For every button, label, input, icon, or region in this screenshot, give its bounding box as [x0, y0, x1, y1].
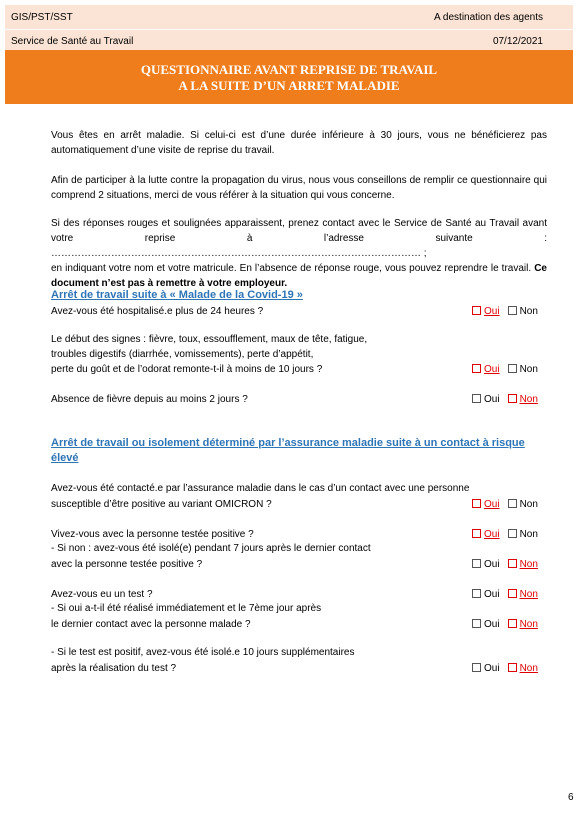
s2-q1-oui-checkbox[interactable] [472, 499, 481, 508]
s1-q1-non-checkbox[interactable] [508, 306, 517, 315]
s2-q2-sub-oui-checkbox[interactable] [472, 559, 481, 568]
title-line-2: A LA SUITE D’UN ARRET MALADIE [178, 78, 400, 93]
s2-q2-non-label: Non [519, 529, 538, 540]
s1-q2-oui-label: Oui [484, 364, 500, 375]
s2-q1-oui-label: Oui [484, 499, 500, 510]
s2-q3-sub-answers [472, 619, 538, 630]
s2-q3-oui-label: Oui [484, 589, 500, 600]
contact-instructions: Si des réponses rouges et soulignées apparaissent, prenez contact avec le Service de Santé au Travail avant votre reprise à l’adresse suivante : ………………………………………………………………………………………………… ; [51, 218, 547, 259]
s1-q2-non-checkbox[interactable] [508, 364, 517, 373]
s2-q3: Avez-vous eu un test ? [51, 589, 153, 600]
s1-q2-non-label: Non [519, 364, 538, 375]
s2-q2-answers [472, 529, 538, 540]
section-1-title: Arrêt de travail suite à « Malade de la Covid-19 » [51, 289, 303, 301]
s2-q2-oui-checkbox[interactable] [472, 529, 481, 538]
s1-q1-answers [472, 306, 538, 317]
s1-q2-line-3: perte du goût et de l’odorat remonte-t-il à moins de 10 jours ? [51, 364, 323, 375]
s2-q3-oui-checkbox[interactable] [472, 589, 481, 598]
section-2-title-line-1: Arrêt de travail ou isolement déterminé par l’assurance maladie suite à un contact à risque [51, 437, 525, 449]
s2-q4-answers [472, 663, 538, 674]
s2-q4-oui-label: Oui [484, 663, 500, 674]
s2-q2-sub-line-1: - Si non : avez-vous été isolé(e) pendant 7 jours après le dernier contact [51, 543, 371, 554]
s2-q4-line-2: après la réalisation du test ? [51, 663, 177, 674]
s2-q1-non-label: Non [519, 499, 538, 510]
s2-q2-sub-non-label: Non [519, 559, 538, 570]
section-2-title-line-2: élevé [51, 452, 79, 464]
s1-q3-non-checkbox[interactable] [508, 394, 517, 403]
s1-q1-non-label: Non [519, 306, 538, 317]
s2-q4-non-checkbox[interactable] [508, 663, 517, 672]
s1-q1-oui-checkbox[interactable] [472, 306, 481, 315]
intro-paragraph-2: Afin de participer à la lutte contre la propagation du virus, nous vous conseillons de remplir ce questionnaire qui comprend 2 situations, merci de vous référer à la situation qui vous concerne. [51, 175, 547, 201]
s2-q1-non-checkbox[interactable] [508, 499, 517, 508]
s2-q2-sub-answers [472, 559, 538, 570]
department-code: GIS/PST/SST [11, 12, 73, 23]
page-number: 6 [568, 792, 574, 803]
s2-q2: Vivez-vous avec la personne testée positive ? [51, 529, 254, 540]
s2-q3-answers [472, 589, 538, 600]
s1-q3: Absence de fièvre depuis au moins 2 jours ? [51, 394, 248, 405]
s2-q4-line-1: - Si le test est positif, avez-vous été isolé.e 10 jours supplémentaires [51, 647, 355, 658]
s2-q1-line-1: Avez-vous été contacté.e par l’assurance maladie dans le cas d’un contact avec une personne [51, 483, 470, 494]
s1-q3-non-label: Non [519, 394, 538, 405]
s2-q3-non-checkbox[interactable] [508, 589, 517, 598]
service-name: Service de Santé au Travail [11, 36, 134, 47]
s2-q1-line-2: susceptible d’être positive au variant OMICRON ? [51, 499, 272, 510]
s2-q2-sub-oui-label: Oui [484, 559, 500, 570]
s2-q2-non-checkbox[interactable] [508, 529, 517, 538]
s1-q3-oui-checkbox[interactable] [472, 394, 481, 403]
s2-q3-sub-non-checkbox[interactable] [508, 619, 517, 628]
s2-q2-sub-line-2: avec la personne testée positive ? [51, 559, 203, 570]
s2-q4-non-label: Non [519, 663, 538, 674]
s2-q2-oui-label: Oui [484, 529, 500, 540]
s2-q3-sub-line-1: - Si oui a-t-il été réalisé immédiatement et le 7ème jour après [51, 603, 322, 614]
s2-q3-sub-oui-checkbox[interactable] [472, 619, 481, 628]
intro-paragraph-1: Vous êtes en arrêt maladie. Si celui-ci est d’une durée inférieure à 30 jours, vous ne bénéficierez pas automatiquement d’une visite de reprise du travail. [51, 130, 547, 156]
s1-q1-oui-label: Oui [484, 306, 500, 317]
s2-q3-non-label: Non [519, 589, 538, 600]
s2-q1-answers [472, 499, 538, 510]
s1-q3-oui-label: Oui [484, 394, 500, 405]
s2-q4-oui-checkbox[interactable] [472, 663, 481, 672]
intro-paragraph-3 [51, 216, 547, 291]
s1-q2-oui-checkbox[interactable] [472, 364, 481, 373]
document-date: 07/12/2021 [492, 36, 543, 47]
title-banner [5, 50, 573, 104]
contact-instructions-2: en indiquant votre nom et votre matricule. En l’absence de réponse rouge, vous pouvez reprendre le travail. [51, 263, 532, 274]
s2-q3-sub-non-label: Non [519, 619, 538, 630]
header-row-2 [5, 30, 573, 50]
header-row-1 [5, 5, 573, 29]
s1-q3-answers [472, 394, 538, 405]
title-line-1: QUESTIONNAIRE AVANT REPRISE DE TRAVAIL [140, 62, 438, 77]
s2-q3-sub-oui-label: Oui [484, 619, 500, 630]
s1-q2-answers [472, 364, 538, 375]
s1-q1: Avez-vous été hospitalisé.e plus de 24 heures ? [51, 306, 264, 317]
s2-q2-sub-non-checkbox[interactable] [508, 559, 517, 568]
s1-q2-line-2: troubles digestifs (diarrhée, vomissements), perte d’appétit, [51, 349, 314, 360]
employer-notice: Ce document n’est pas à remettre à votre employeur. [51, 263, 547, 289]
s1-q2-line-1: Le début des signes : fièvre, toux, essoufflement, maux de tête, fatigue, [51, 334, 368, 345]
s2-q3-sub-line-2: le dernier contact avec la personne malade ? [51, 619, 251, 630]
audience-label: A destination des agents [434, 12, 543, 23]
